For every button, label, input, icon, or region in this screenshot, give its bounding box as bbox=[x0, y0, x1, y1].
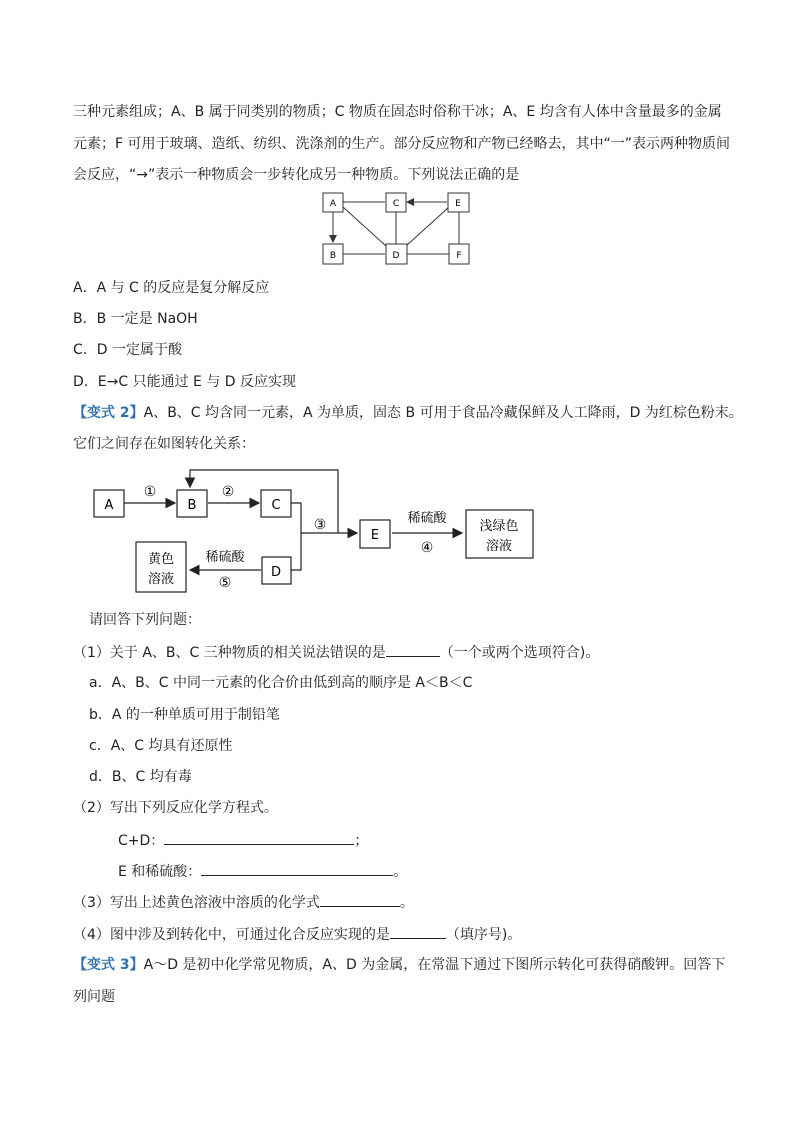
box-yellow-solution bbox=[136, 542, 186, 592]
option-a: A．A 与 C 的反应是复分解反应 bbox=[73, 280, 270, 296]
sq2-cd-label: C+D： bbox=[118, 833, 165, 849]
svg-text:A: A bbox=[104, 498, 114, 513]
intro-line-1: 三种元素组成；A、B 属于同类别的物质；C 物质在固态时俗称干冰；A、E 均含有人体中含量最多的金属 bbox=[73, 104, 722, 120]
svg-text:溶液: 溶液 bbox=[485, 539, 513, 554]
line-d-junction bbox=[291, 533, 301, 570]
sq3-stem: （3）写出上述黄色溶液中溶质的化学式 bbox=[73, 895, 320, 911]
box-d bbox=[262, 557, 291, 584]
step-2-label: ② bbox=[221, 484, 235, 500]
node-f bbox=[449, 244, 469, 264]
relation-diagram-1 bbox=[0, 190, 794, 270]
box-a bbox=[94, 490, 124, 517]
svg-text:D: D bbox=[270, 565, 282, 580]
variant-3-line-2: 列问题 bbox=[73, 989, 115, 1005]
intro-line-3: 会反应，“→”表示一种物质会一步转化成另一种物质。下列说法正确的是 bbox=[73, 167, 520, 183]
sq1-option-b: b．A 的一种单质可用于制铅笔 bbox=[89, 707, 280, 723]
svg-text:F: F bbox=[456, 251, 462, 261]
svg-text:A: A bbox=[329, 199, 337, 209]
svg-text:C: C bbox=[271, 498, 281, 513]
sq1-stem: （1）关于 A、B、C 三种物质的相关说法错误的是 bbox=[73, 645, 386, 661]
svg-text:浅绿色: 浅绿色 bbox=[479, 519, 519, 534]
node-a bbox=[323, 193, 343, 212]
svg-text:溶液: 溶液 bbox=[147, 572, 175, 587]
sq1-option-d: d．B、C 均有毒 bbox=[89, 769, 192, 785]
sq2-e-blank[interactable] bbox=[201, 861, 393, 876]
step-3-label: ③ bbox=[313, 517, 327, 533]
node-d bbox=[386, 244, 407, 264]
sq3-end: 。 bbox=[399, 895, 414, 911]
variant-3-line-1 bbox=[73, 955, 725, 975]
option-b: B．B 一定是 NaOH bbox=[73, 311, 198, 327]
sq1-answer-blank[interactable] bbox=[386, 642, 440, 657]
step-4-label: ④ bbox=[420, 540, 434, 556]
sq2-e-end: 。 bbox=[393, 864, 408, 880]
sub-question-2: （2）写出下列反应化学方程式。 bbox=[73, 800, 278, 816]
svg-text:B: B bbox=[187, 498, 197, 513]
variant-3-text-1: A～D 是初中化学常见物质，A、D 为金属，在常温下通过下图所示转化可获得硝酸钾。回答下 bbox=[143, 957, 726, 973]
svg-text:D: D bbox=[392, 251, 400, 261]
intro-line-2: 元素；F 可用于玻璃、造纸、纺织、洗涤剂的生产。部分反应物和产物已经略去，其中“一”表示两种物质间 bbox=[73, 136, 731, 152]
svg-text:E: E bbox=[370, 528, 380, 543]
sq2-cd-end: ； bbox=[354, 833, 369, 849]
line-c-junction bbox=[291, 503, 301, 533]
variant-2-line-1 bbox=[73, 403, 743, 423]
sub-question-4 bbox=[73, 924, 521, 945]
sub-question-3 bbox=[73, 892, 414, 913]
sub-question-1 bbox=[73, 642, 599, 663]
svg-text:黄色: 黄色 bbox=[147, 552, 175, 567]
node-b bbox=[323, 244, 343, 264]
svg-text:C: C bbox=[392, 199, 400, 209]
sq4-stem: （4）图中涉及到转化中，可通过化合反应实现的是 bbox=[73, 927, 390, 943]
svg-text:E: E bbox=[455, 199, 461, 209]
reagent-bottom: 稀硫酸 bbox=[205, 550, 245, 565]
variant-2-tag: 【变式 2】 bbox=[73, 405, 144, 421]
variant-2-line-2: 它们之间存在如图转化关系： bbox=[73, 436, 255, 452]
box-green-solution bbox=[466, 510, 533, 558]
sq3-blank[interactable] bbox=[320, 892, 400, 907]
step-5-label: ⑤ bbox=[218, 575, 232, 591]
node-e bbox=[448, 193, 469, 212]
option-d: D．E→C 只能通过 E 与 D 反应实现 bbox=[73, 374, 297, 390]
prompt: 请回答下列问题： bbox=[89, 612, 201, 628]
line-a-d bbox=[343, 207, 386, 246]
sq1-option-a: a．A、B、C 中同一元素的化合价由低到高的顺序是 A＜B＜C bbox=[89, 675, 473, 691]
svg-text:B: B bbox=[329, 251, 337, 261]
variant-2-text-1: A、B、C 均含同一元素，A 为单质，固态 B 可用于食品冷藏保鲜及人工降雨，D 为红棕色粉末。 bbox=[143, 405, 743, 421]
sq4-end: （填序号)。 bbox=[445, 927, 522, 943]
box-e bbox=[360, 520, 390, 548]
line-e-d bbox=[406, 207, 449, 246]
conversion-diagram-2 bbox=[0, 462, 794, 602]
variant-3-tag: 【变式 3】 bbox=[73, 957, 144, 973]
sq4-blank[interactable] bbox=[390, 924, 446, 939]
sq2-e-line bbox=[118, 861, 407, 882]
box-c bbox=[261, 490, 291, 517]
option-c: C．D 一定属于酸 bbox=[73, 342, 183, 358]
box-b bbox=[177, 490, 207, 517]
sq2-cd-line bbox=[118, 830, 368, 851]
sq1-stem-post: （一个或两个选项符合)。 bbox=[439, 645, 600, 661]
sq2-e-label: E 和稀硫酸： bbox=[118, 864, 202, 880]
sq1-option-c: c．A、C 均具有还原性 bbox=[89, 738, 233, 754]
step-1-label: ① bbox=[143, 484, 157, 500]
node-c bbox=[386, 193, 406, 212]
sq2-cd-blank[interactable] bbox=[164, 830, 354, 845]
reagent-top: 稀硫酸 bbox=[407, 511, 447, 526]
